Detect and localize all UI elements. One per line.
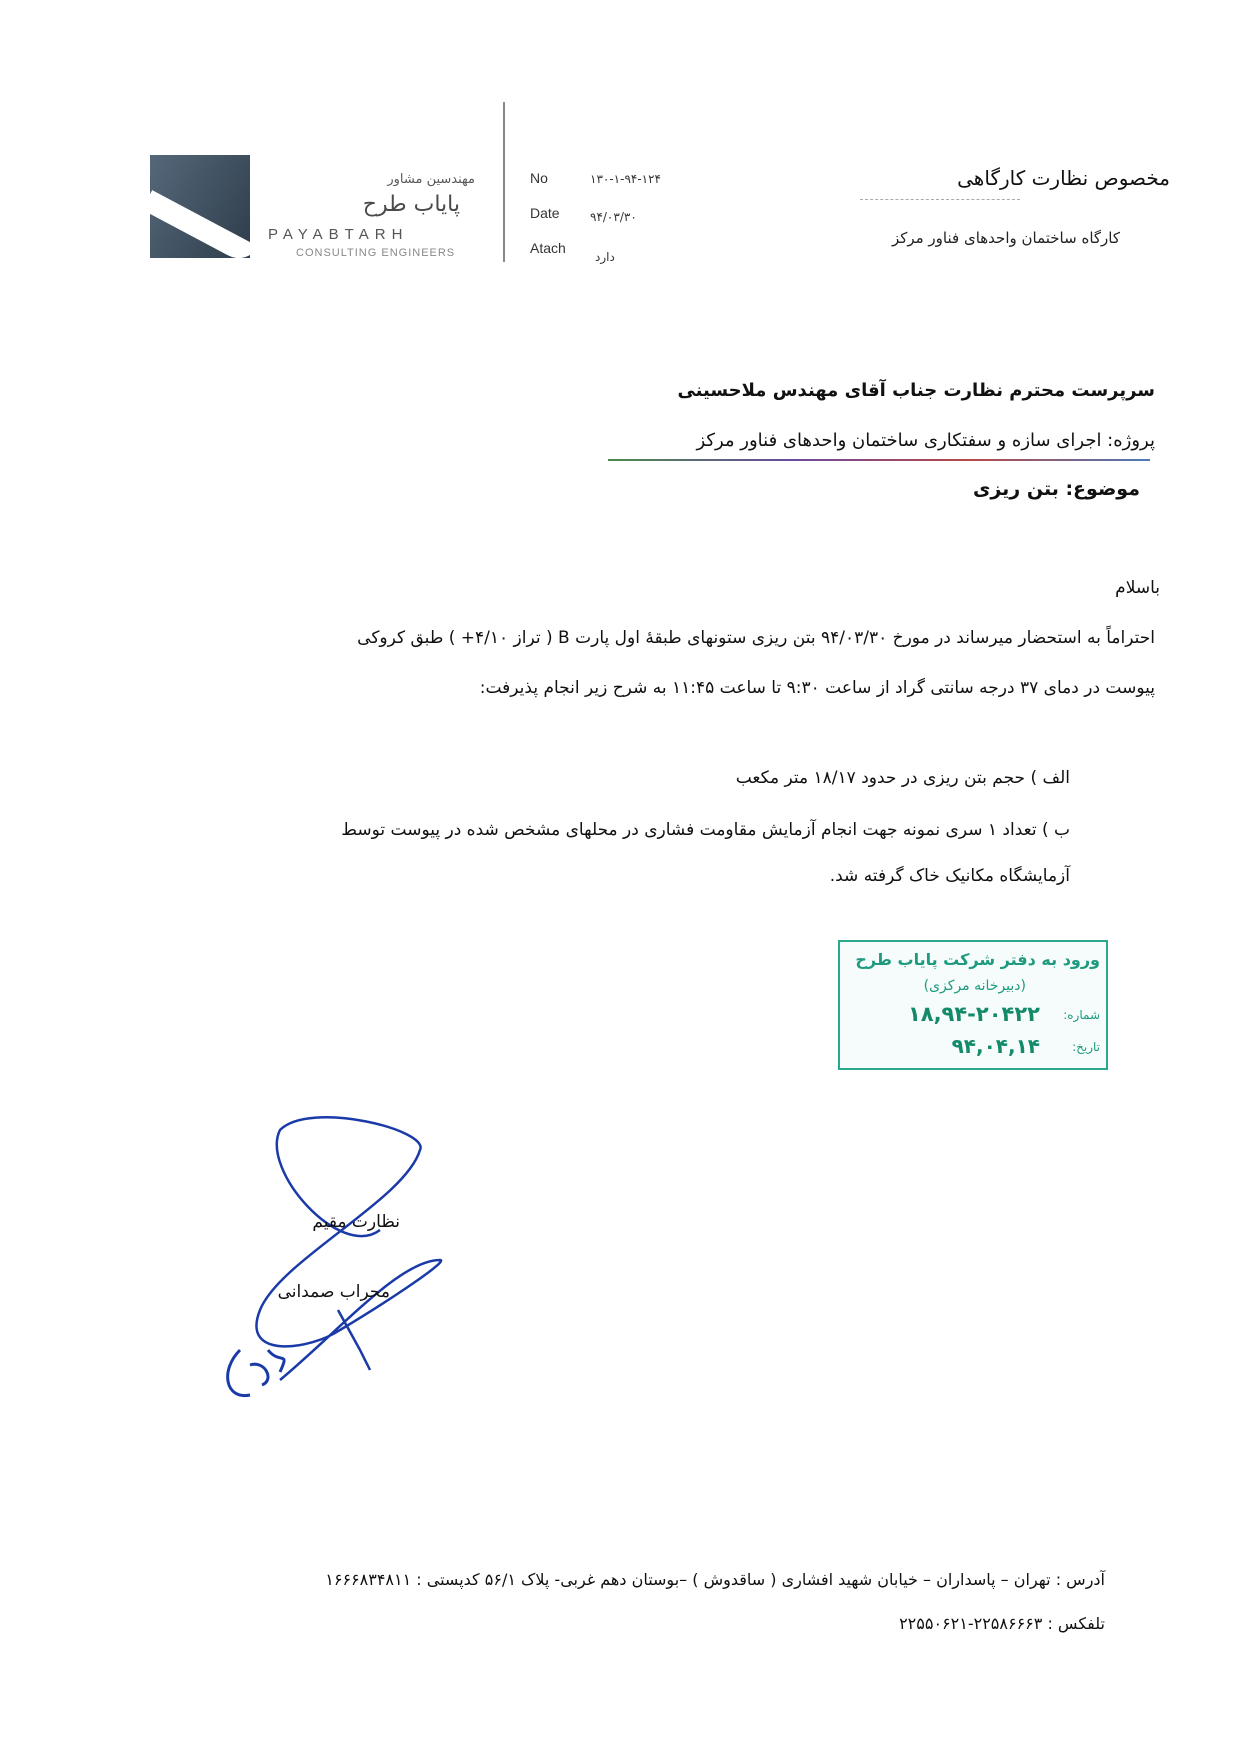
attach-label: Atach bbox=[530, 240, 566, 256]
letterhead-title: مخصوص نظارت کارگاهی bbox=[957, 166, 1170, 190]
stamp-number-label: شماره: bbox=[1063, 1008, 1100, 1022]
signer-role: نظارت مقیم bbox=[312, 1212, 400, 1232]
project-underline bbox=[608, 459, 1150, 461]
no-label: No bbox=[530, 170, 548, 186]
project-line: پروژه: اجرای سازه و سفتکاری ساختمان واحدهای فناور مرکز bbox=[696, 430, 1155, 451]
stamp-date-label: تاریخ: bbox=[1072, 1040, 1100, 1054]
item-b-line-2: آزمایشگاه مکانیک خاک گرفته شد. bbox=[829, 866, 1070, 886]
item-a: الف ) حجم بتن ریزی در حدود ۱۸/۱۷ متر مکعب bbox=[735, 768, 1070, 788]
site-name: کارگاه ساختمان واحدهای فناور مرکز bbox=[891, 229, 1120, 247]
company-logo bbox=[150, 155, 250, 258]
letter-number: ۱۳۰-۱-۹۴-۱۲۴ bbox=[590, 172, 661, 186]
company-name-fa: پایاب طرح bbox=[362, 192, 460, 217]
item-b-line-1: ب ) تعداد ۱ سری نمونه جهت انجام آزمایش مقاومت فشاری در محلهای مشخص شده در پیوست توسط bbox=[341, 820, 1070, 840]
subject-line: موضوع: بتن ریزی bbox=[972, 478, 1140, 500]
company-type-label: مهندسین مشاور bbox=[387, 172, 475, 187]
stamp-date-value: ۹۴,۰۴,۱۴ bbox=[951, 1034, 1040, 1058]
receipt-stamp bbox=[838, 940, 1108, 1070]
stamp-subtitle: (دبیرخانه مرکزی) bbox=[923, 978, 1026, 994]
date-label: Date bbox=[530, 205, 560, 221]
company-subtitle-en: CONSULTING ENGINEERS bbox=[296, 247, 456, 259]
footer-address: آدرس : تهران – پاسداران – خیابان شهید افشاری ( ساقدوش ) –بوستان دهم غربی- پلاک ۵۶/۱ کدپستی : ۱۶۶۶۸۳۴۸۱۱ bbox=[325, 1570, 1105, 1589]
greeting: باسلام bbox=[1115, 578, 1160, 598]
header-divider bbox=[503, 102, 505, 262]
letter-date: ۹۴/۰۳/۳۰ bbox=[590, 210, 637, 224]
body-paragraph-1: احتراماً به استحضار میرساند در مورخ ۹۴/۰۳/۳۰ بتن ریزی ستونهای طبقهٔ اول پارت B ( تراز ۴/۱۰+ ) طبق کروکی bbox=[357, 628, 1155, 648]
footer-telfax: تلفکس : ۲۲۵۸۶۶۶۳-۲۲۵۵۰۶۲۱ bbox=[899, 1614, 1105, 1633]
title-dashed-line bbox=[860, 199, 1020, 200]
signer-name: محراب صمدانی bbox=[277, 1282, 390, 1302]
stamp-title: ورود به دفتر شرکت پایاب طرح bbox=[855, 950, 1100, 969]
recipient-line: سرپرست محترم نظارت جناب آقای مهندس ملاحسینی bbox=[677, 380, 1155, 401]
stamp-number-value: ۱۸,۹۴-۲۰۴۲۲ bbox=[907, 1002, 1040, 1026]
attach-value: دارد bbox=[595, 250, 615, 264]
signature-scribble bbox=[220, 1110, 460, 1410]
company-name-en: PAYABTARH bbox=[268, 226, 409, 243]
body-paragraph-2: پیوست در دمای ۳۷ درجه سانتی گراد از ساعت ۹:۳۰ تا ساعت ۱۱:۴۵ به شرح زیر انجام پذیرفت: bbox=[479, 678, 1155, 698]
